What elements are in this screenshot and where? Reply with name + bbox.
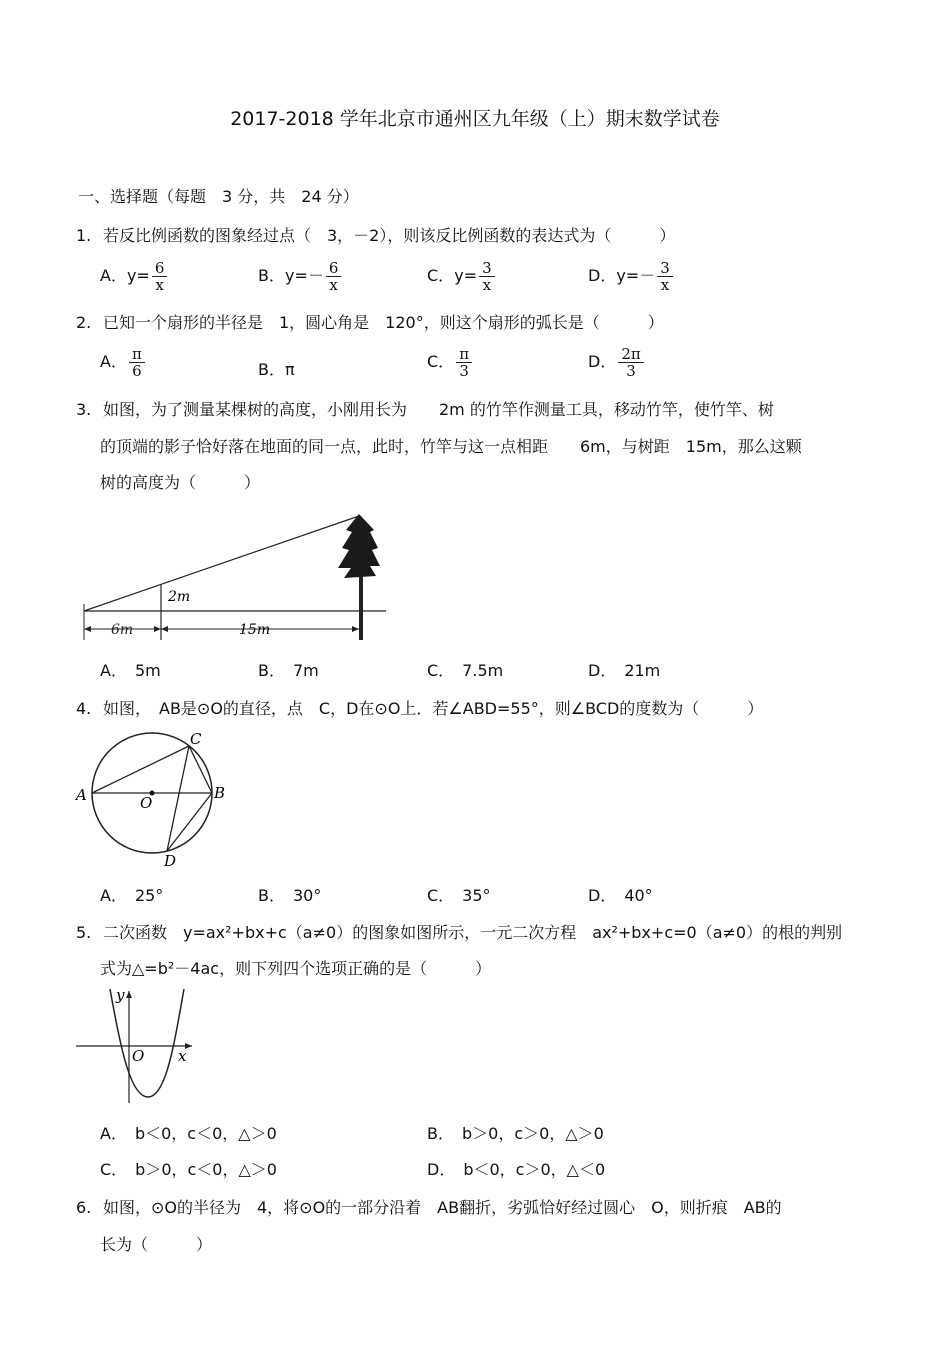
option-prefix: y= [126, 266, 150, 285]
question-1-stem: 若反比例函数的图象经过点（ 3，－2），则该反比例函数的表达式为（ ） [103, 226, 676, 245]
q5-option-b[interactable]: B． b＞0，c＞0，△＞0 [427, 1124, 604, 1143]
option-label: D． [588, 266, 617, 285]
tree-shadow-figure [76, 510, 391, 645]
q3-option-c[interactable]: C． 7.5m [427, 661, 504, 680]
question-5-stem-line-2: 式为△=b²－4ac，则下列四个选项正确的是（ ） [100, 959, 492, 978]
denominator: x [660, 276, 670, 294]
q1-option-c[interactable] [427, 260, 497, 293]
question-3-stem-line-1: 如图，为了测量某棵树的高度，小刚用长为 2m 的竹竿作测量工具，移动竹竿，使竹竿、树 [103, 400, 774, 419]
numerator: 3 [479, 260, 495, 277]
right-distance-label: 15m [239, 622, 271, 638]
denominator: 3 [626, 362, 636, 380]
q1-option-a[interactable] [100, 260, 169, 293]
y-axis-arrow [126, 991, 132, 998]
question-4-number: 4. [76, 699, 92, 718]
q3-option-d[interactable]: D． 21m [588, 661, 661, 680]
option-label: B． [258, 360, 285, 379]
option-label: A． [100, 266, 127, 285]
q4-option-b[interactable]: B． 30° [258, 886, 322, 905]
question-2-number: 2. [76, 313, 92, 332]
numerator: 6 [326, 260, 342, 277]
option-prefix: y= [454, 266, 478, 285]
question-6-number: 6. [76, 1198, 92, 1217]
parabola-figure [74, 985, 199, 1105]
chord-cd [167, 746, 189, 851]
question-4-stem: 如图， AB是⊙O的直径，点 C，D在⊙O上．若∠ABD=55°，则∠BCD的度数为（ ） [103, 699, 764, 718]
numerator: 2π [618, 346, 643, 363]
question-2-stem: 已知一个扇形的半径是 1，圆心角是 120°，则这个扇形的弧长是（ ） [103, 313, 664, 332]
left-distance-label: 6m [111, 622, 134, 638]
option-label: C． [427, 266, 455, 285]
fraction [129, 346, 145, 379]
denominator: 3 [459, 362, 469, 380]
q2-option-c[interactable] [427, 346, 474, 379]
label-x: x [178, 1047, 187, 1065]
sight-line [84, 516, 359, 611]
q2-option-b[interactable] [258, 357, 295, 380]
question-3-stem-line-2: 的顶端的影子恰好落在地面的同一点，此时，竹竿与这一点相距 6m，与树距 15m，那么这颗 [100, 437, 802, 456]
label-origin: O [132, 1047, 145, 1065]
option-label: C． [427, 352, 455, 371]
label-d: D [164, 852, 177, 870]
fraction [618, 346, 643, 379]
pole-length-label: 2m [168, 589, 191, 605]
q5-option-a[interactable]: A． b＜0，c＜0，△＞0 [100, 1124, 277, 1143]
question-1-number: 1. [76, 226, 92, 245]
question-5-stem-line-1: 二次函数 y=ax²+bx+c（a≠0）的图象如图所示，一元二次方程 ax²+bx+c=0（a≠0）的根的判别 [103, 923, 843, 942]
fraction [657, 260, 673, 293]
parabola-curve [110, 989, 184, 1097]
chord-cb [189, 746, 212, 793]
fraction [479, 260, 495, 293]
label-b: B [214, 784, 226, 802]
option-prefix: y=－ [616, 266, 656, 285]
q3-option-b[interactable]: B． 7m [258, 661, 319, 680]
denominator: 6 [132, 362, 142, 380]
question-6-stem-line-2: 长为（ ） [100, 1235, 213, 1254]
page-title: 2017-2018 学年北京市通州区九年级（上）期末数学试卷 [230, 108, 720, 130]
numerator: 3 [657, 260, 673, 277]
q2-option-d[interactable] [588, 346, 646, 379]
option-prefix: y=－ [284, 266, 324, 285]
question-3-stem-line-3: 树的高度为（ ） [100, 473, 261, 492]
q4-option-c[interactable]: C． 35° [427, 886, 491, 905]
q4-option-d[interactable]: D． 40° [588, 886, 653, 905]
option-value: π [284, 360, 295, 379]
q5-option-d[interactable]: D． b＜0，c＞0，△＜0 [427, 1160, 606, 1179]
option-label: B． [258, 266, 285, 285]
option-label: D． [588, 352, 617, 371]
q2-option-a[interactable] [100, 346, 147, 379]
q1-option-d[interactable] [588, 260, 675, 293]
numerator: 6 [152, 260, 168, 277]
question-3-number: 3. [76, 400, 92, 419]
fraction [456, 346, 472, 379]
section-heading: 一、选择题（每题 3 分，共 24 分） [78, 187, 359, 206]
circle-figure [74, 728, 234, 873]
q1-option-b[interactable] [258, 260, 343, 293]
fraction [152, 260, 168, 293]
denominator: x [329, 276, 338, 294]
label-a: A [76, 786, 87, 804]
tree-crown [338, 514, 380, 578]
label-o: O [140, 794, 153, 812]
q3-option-a[interactable]: A． 5m [100, 661, 161, 680]
denominator: x [482, 276, 492, 294]
fraction [326, 260, 342, 293]
numerator: π [456, 346, 472, 363]
label-y: y [116, 986, 125, 1004]
question-5-number: 5. [76, 923, 92, 942]
label-c: C [190, 730, 202, 748]
question-6-stem-line-1: 如图，⊙O的半径为 4，将⊙O的一部分沿着 AB翻折，劣弧恰好经过圆心 O，则折痕 AB的 [103, 1198, 782, 1217]
option-label: A． [100, 352, 127, 371]
q5-option-c[interactable]: C． b＞0，c＜0，△＞0 [100, 1160, 277, 1179]
numerator: π [129, 346, 145, 363]
q4-option-a[interactable]: A． 25° [100, 886, 164, 905]
denominator: x [155, 276, 164, 294]
